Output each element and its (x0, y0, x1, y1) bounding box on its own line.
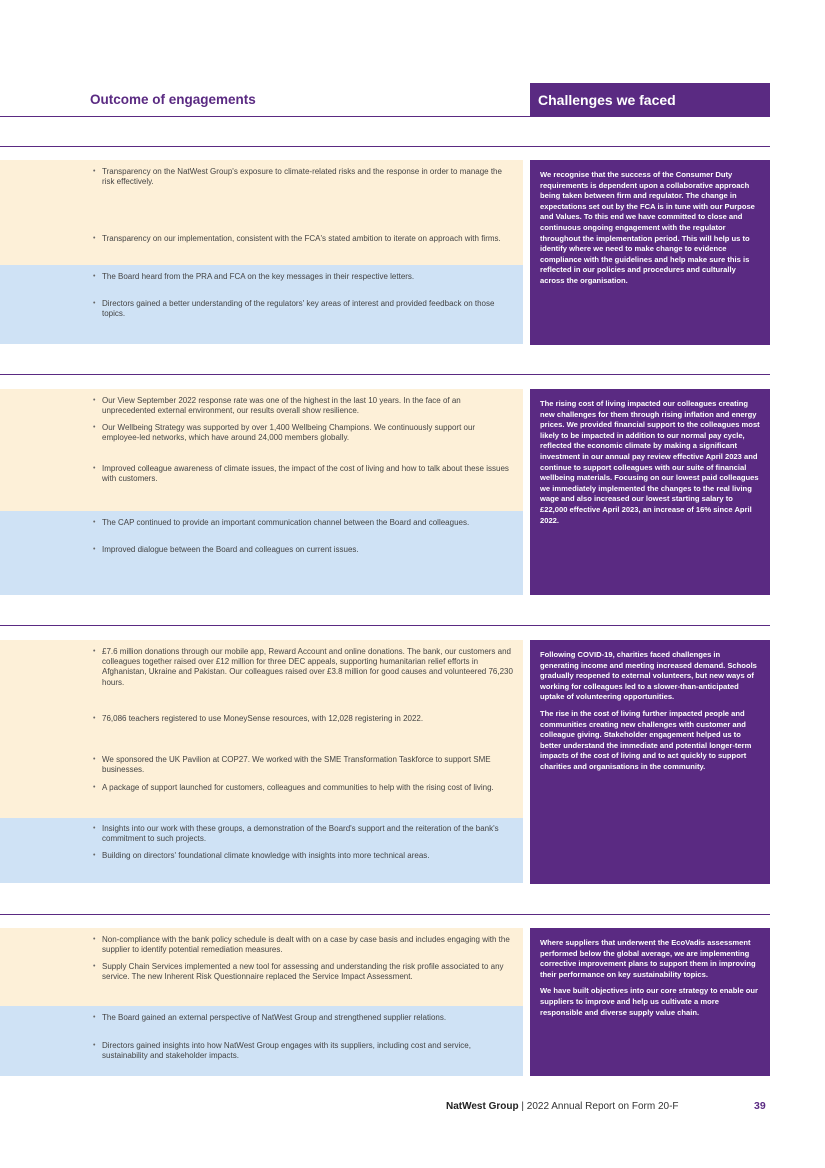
list-item: • Directors gained insights into how NatWest Group engages with its suppliers, including cost and service, sustainability and stakeholder impacts. (93, 1041, 513, 1061)
list-item: • Directors gained a better understanding of the regulators' key areas of interest and provided feedback on those topics. (93, 299, 513, 319)
footer-separator: | (518, 1101, 527, 1112)
page-number: 39 (754, 1100, 766, 1112)
challenges-panel (530, 640, 770, 884)
list-item: • Supply Chain Services implemented a new tool for assessing and understanding the risk profile associated to any service. The new Inherent Risk Questionnaire replaced the Service Impact Assessment. (93, 962, 513, 982)
list-item: • Non-compliance with the bank policy schedule is dealt with on a case by case basis and includes engaging with the supplier to identify potential remediation measures. (93, 935, 513, 955)
challenge-text: Following COVID-19, charities faced challenges in generating income and meeting increased demand. Schools gradually reopened to external volunteers, but new ways of working for colleagues led to a slower-than-anticipated uptake of volunteering opportunities. (540, 650, 757, 702)
challenge-text: Where suppliers that underwent the EcoVadis assessment performed below the global average, we are implementing corrective improvement plans to support them in improving their performance on key sustainability topics. (540, 938, 756, 979)
list-item: • Our View September 2022 response rate was one of the highest in the last 10 years. In the face of an unprecedented external environment, our results overall show resilience. (93, 396, 513, 416)
footer-text (446, 1101, 679, 1112)
list-item: • Improved dialogue between the Board and colleagues on current issues. (93, 545, 513, 555)
list-item: • Building on directors' foundational climate knowledge with insights into more technical areas. (93, 851, 513, 861)
section-divider (0, 625, 770, 626)
header-divider (0, 116, 770, 117)
challenges-heading: Challenges we faced (530, 83, 770, 117)
list-item: • The Board heard from the PRA and FCA on the key messages in their respective letters. (93, 272, 513, 282)
list-item: • The Board gained an external perspective of NatWest Group and strengthened supplier relations. (93, 1013, 513, 1023)
footer-company: NatWest Group (446, 1101, 519, 1112)
outcome-heading: Outcome of engagements (90, 92, 256, 107)
list-item: • The CAP continued to provide an important communication channel between the Board and colleagues. (93, 518, 513, 528)
list-item: • £7.6 million donations through our mobile app, Reward Account and online donations. The bank, our customers and colleagues together raised over £12 million for three DEC appeals, supporting humanitarian relief efforts in Afghanistan, Ukraine and Pakistan. Our colleagues raised over £3.8 million for good causes and volunteered 76,230 hours. (93, 647, 513, 688)
list-item: • We sponsored the UK Pavilion at COP27. We worked with the SME Transformation Taskforce to support SME businesses. (93, 755, 513, 775)
challenge-text: We recognise that the success of the Consumer Duty requirements is dependent upon a collaborative approach being taken between firm and regulator. The change in expectations set out by the FCA is in tune with our Purpose and Values. To this end we have committed to close and continuous ongoing engagement with the regulator throughout the implementation period. This will help us to identify where we need to make change to evidence compliance with the guidelines and help make sure this is reflected in our policies and procedures and culturally across the organisation. (540, 170, 755, 285)
footer-report: 2022 Annual Report on Form 20-F (526, 1101, 679, 1112)
challenges-panel (530, 160, 770, 345)
list-item: • Transparency on the NatWest Group's exposure to climate-related risks and the response in order to manage the risk effectively. (93, 167, 513, 187)
list-item: • A package of support launched for customers, colleagues and communities to help with the rising cost of living. (93, 783, 513, 793)
section-divider (0, 914, 770, 915)
list-item: • Improved colleague awareness of climate issues, the impact of the cost of living and how to talk about these issues with customers. (93, 464, 513, 484)
list-item: • Our Wellbeing Strategy was supported by over 1,400 Wellbeing Champions. We continuously support our employee-led networks, which have around 24,000 members globally. (93, 423, 513, 443)
list-item: • Insights into our work with these groups, a demonstration of the Board's support and the reiteration of the bank's commitment to such projects. (93, 824, 513, 844)
challenge-text: We have built objectives into our core strategy to enable our suppliers to improve and help us cultivate a more responsible and diverse supply value chain. (540, 986, 759, 1017)
list-item: • 76,086 teachers registered to use MoneySense resources, with 12,028 registering in 2022. (93, 714, 513, 724)
list-item: • Transparency on our implementation, consistent with the FCA's stated ambition to iterate on approach with firms. (93, 234, 513, 244)
section-divider (0, 374, 770, 375)
challenges-panel (530, 389, 770, 595)
challenge-text: The rise in the cost of living further impacted people and communities creating new challenges with customer and colleague giving. Stakeholder engagement helped us to better understand the immediate and potential longer-term impacts of the cost of living and to act quickly to support charities and organisations in the community. (540, 708, 752, 771)
challenges-panel (530, 928, 770, 1076)
challenge-text: The rising cost of living impacted our colleagues creating new challenges for them through rising inflation and energy prices. We provided financial support to the colleagues most likely to be impacted in addition to our normal pay cycle, reflected the economic climate by making a significant investment in our annual pay review effective April 2023 and continue to support colleagues with our suite of financial wellbeing materials. Focusing on our lowest paid colleagues we immediately implemented the changes to the real living wage and also increased our lowest starting salary to £22,000 effective April 2023, an increase of 16% since April 2022. (540, 399, 760, 525)
section-divider (0, 146, 770, 147)
